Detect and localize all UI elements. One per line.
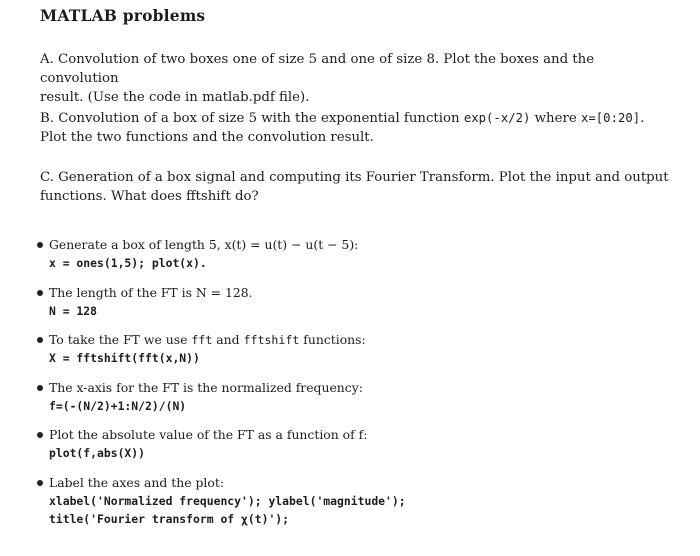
bullet-icon	[37, 480, 43, 486]
bullet-code: x = ones(1,5); plot(x).	[49, 256, 207, 270]
section-b-text-1: B. Convolution of a box of size 5 with the exponential function	[40, 111, 464, 126]
bullet-code: plot(f,abs(X))	[49, 446, 146, 460]
bullet-icon	[37, 432, 43, 438]
bullet-icon	[37, 337, 43, 343]
bullet-text: Label the axes and the plot:	[49, 475, 224, 490]
bullet-text	[49, 331, 669, 349]
bullet-icon	[37, 242, 43, 248]
section-b-code-x: x=[0:20]	[580, 111, 641, 125]
section-b	[40, 109, 670, 147]
bullet-text: Plot the absolute value of the FT as a function of f:	[49, 427, 368, 442]
section-c-line-1: C. Generation of a box signal and computing its Fourier Transform. Plot the input and output	[40, 170, 669, 185]
bullet-code: f=(-(N/2)+1:N/2)/(N)	[49, 399, 187, 413]
bullet-code: title('Fourier transform of χ(t)');	[49, 512, 290, 526]
list-item	[37, 474, 677, 530]
section-b-code-exp: exp(-x/2)	[463, 111, 531, 125]
section-b-line-1	[40, 109, 670, 128]
bullet-icon	[37, 290, 43, 296]
bullet-text: The x-axis for the FT is the normalized frequency:	[49, 380, 363, 395]
section-a	[40, 50, 670, 107]
section-b-text-2: where	[530, 111, 581, 126]
bullet-code: X = fftshift(fft(x,N))	[49, 351, 200, 365]
section-c	[40, 168, 670, 206]
bullet-text-part: and	[212, 332, 244, 347]
bullet-text: The length of the FT is N = 128.	[49, 285, 253, 300]
page-title: MATLAB problems	[40, 6, 206, 25]
section-b-line-2: Plot the two functions and the convolution result.	[40, 130, 374, 145]
list-item	[37, 426, 677, 462]
list-item	[37, 284, 677, 320]
list-item	[37, 379, 677, 415]
section-b-text-3: .	[640, 111, 645, 126]
bullet-code: N = 128	[49, 304, 98, 318]
list-item	[37, 236, 677, 272]
bullet-icon	[37, 385, 43, 391]
bullet-text-part: functions:	[299, 332, 366, 347]
bullet-text-part: To take the FT we use	[49, 332, 192, 347]
bullet-text: Generate a box of length 5, x(t) = u(t) − u(t − 5):	[49, 237, 359, 252]
bullet-code: xlabel('Normalized frequency'); ylabel('magnitude');	[49, 494, 406, 508]
list-item	[37, 331, 677, 367]
bullet-inline-code: fft	[191, 333, 213, 347]
section-a-line-2: result. (Use the code in matlab.pdf file).	[40, 90, 310, 105]
bullet-inline-code: fftshift	[243, 333, 300, 347]
section-a-line-1: A. Convolution of two boxes one of size 5 and one of size 8. Plot the boxes and the convolution	[40, 52, 595, 86]
section-c-line-2: functions. What does fftshift do?	[40, 189, 259, 204]
